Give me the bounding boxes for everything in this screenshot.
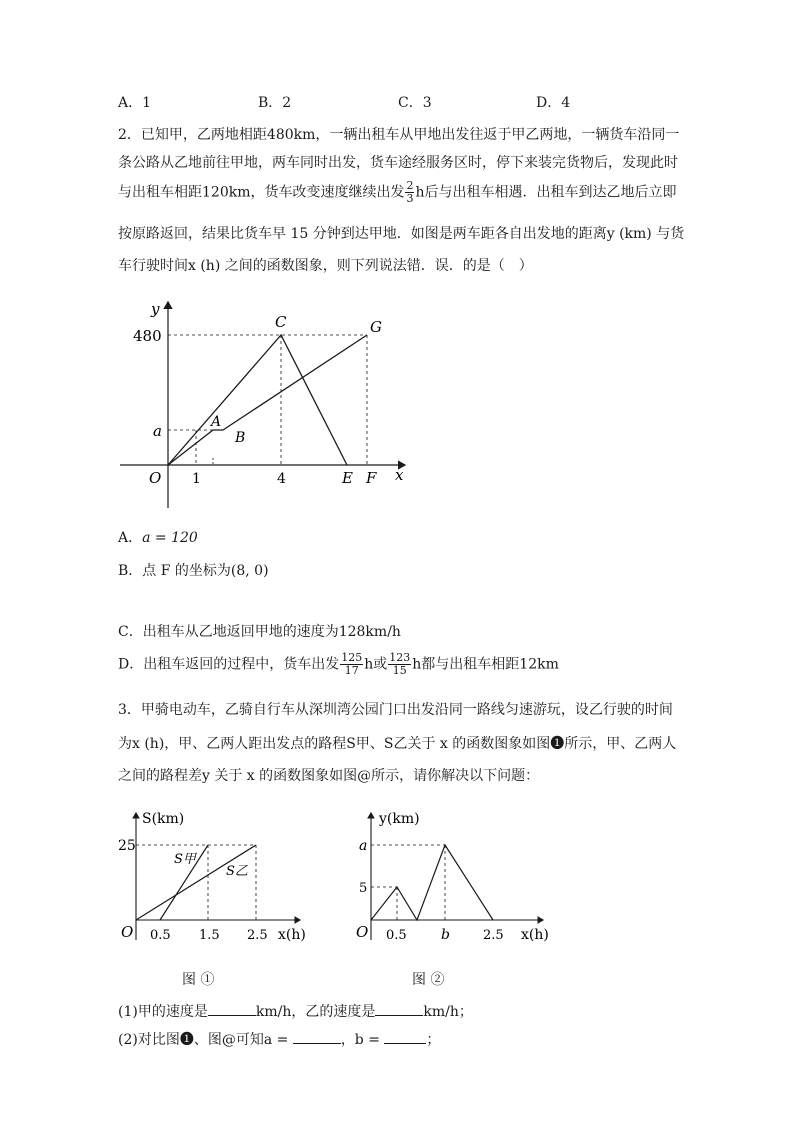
q2-option-a-prefix: A． xyxy=(118,530,143,546)
taxi-line xyxy=(168,335,347,465)
fig2-y-label: y(km) xyxy=(379,811,420,827)
point-e-label: E xyxy=(342,469,353,487)
q3-sub-1 xyxy=(118,1002,473,1022)
q3-figure-1 xyxy=(118,805,306,947)
q2-option-d-pre: D．出租车返回的过程中，货车出发 xyxy=(118,656,340,673)
answer-blank-yi-speed[interactable] xyxy=(375,1003,423,1016)
fig1-s-yi-label: S乙 xyxy=(226,864,248,879)
fraction-125-17: $\frac{125}{17}$ xyxy=(341,651,363,677)
q3-line-1: 3．甲骑电动车，乙骑自行车从深圳湾公园门口出发沿同一路线匀速游玩，设乙行驶的时间 xyxy=(118,702,673,718)
q2-line-3-post: h后与出租车相遇．出租车到达乙地后立即 xyxy=(415,184,677,201)
q2-option-d-post: h都与出租车相距12km xyxy=(412,656,559,673)
fig2-tick-a: a xyxy=(359,838,368,854)
q2-line-3-pre: 与出租车相距120km，货车改变速度继续出发 xyxy=(118,184,405,201)
fig2-tick-x: 0.5 xyxy=(386,928,407,943)
answer-blank-jia-speed[interactable] xyxy=(208,1003,256,1016)
fig1-y-label: S(km) xyxy=(142,811,185,827)
q1-option-c: C．3 xyxy=(398,95,432,111)
point-a-label: A xyxy=(211,414,222,430)
q1-option-b: B．2 xyxy=(258,95,292,111)
q1-option-d: D．4 xyxy=(536,95,571,111)
q3-sub-2-post: ； xyxy=(426,1032,441,1048)
q2-line-1: 2．已知甲，乙两地相距480km，一辆出租车从甲地出发往返于甲乙两地，一辆货车沿同一 xyxy=(118,127,680,143)
fig1-s-jia-label: S甲 xyxy=(174,852,196,867)
q2-line-4: 按原路返回，结果比货车早 15 分钟到达甲地．如图是两车距各自出发地的距离y (km) 与货 xyxy=(118,226,685,242)
tick-4: 4 xyxy=(277,471,286,487)
q3-sub-2-pre: (2)对比图❶、图@可知a = xyxy=(118,1032,289,1048)
q2-function-graph xyxy=(115,290,415,515)
q2-option-d xyxy=(118,652,559,677)
fig1-caption: 图 ① xyxy=(182,972,215,988)
q3-sub-1-post: km/h； xyxy=(423,1004,473,1020)
q3-line-2: 为x (h)，甲、乙两人距出发点的路程S甲、S乙关于 x 的函数图象如图❶所示，甲、乙两人 xyxy=(118,736,677,752)
answer-blank-b[interactable] xyxy=(384,1031,426,1044)
q2-option-b: B．点 F 的坐标为(8, 0) xyxy=(118,563,269,579)
fraction-two-thirds: $\frac{2}{3}$ xyxy=(406,179,414,205)
fig1-tick-x: 0.5 xyxy=(150,928,171,943)
q2-option-a-math: a = 120 xyxy=(142,530,198,546)
q3-sub-2 xyxy=(118,1030,440,1050)
fig1-tick-x: 2.5 xyxy=(247,928,268,943)
point-b-label: B xyxy=(235,430,246,446)
tick-1: 1 xyxy=(192,471,201,487)
q1-option-a: A．1 xyxy=(118,95,152,111)
q3-line-3: 之间的路程差y 关于 x 的函数图象如图@所示，请你解决以下问题： xyxy=(118,768,540,784)
point-g-label: G xyxy=(370,318,382,336)
fig2-x-label: x(h) xyxy=(521,927,549,943)
y-axis-label: y xyxy=(151,300,160,318)
q3-sub-1-pre: (1)甲的速度是 xyxy=(118,1004,208,1020)
fig2-tick-x: b xyxy=(441,927,450,943)
q2-line-3 xyxy=(118,180,677,205)
fig2-caption: 图 ② xyxy=(412,972,445,988)
tick-a: a xyxy=(153,422,162,440)
q2-line-5: 车行驶时间x (h) 之间的函数图象，则下列说法错．误．的是（ ） xyxy=(118,258,533,274)
q2-option-a xyxy=(118,528,198,548)
q2-line-2: 条公路从乙地前往甲地，两车同时出发，货车途经服务区时，停下来装完货物后，发现此时 xyxy=(118,155,678,171)
fraction-123-15: $\frac{123}{15}$ xyxy=(389,651,411,677)
fig1-origin: O xyxy=(121,923,134,941)
q3-figure-2 xyxy=(353,805,548,947)
fig1-tick-x: 1.5 xyxy=(199,928,220,943)
q3-sub-2-mid: ，b = xyxy=(340,1032,380,1048)
fig2-difference-line xyxy=(371,845,493,920)
x-axis-label: x xyxy=(395,466,404,484)
fig1-x-label: x(h) xyxy=(278,927,306,943)
point-c-label: C xyxy=(275,313,287,331)
fig2-origin: O xyxy=(356,923,369,941)
point-f-label: F xyxy=(366,469,377,487)
fig1-line-yi xyxy=(136,845,256,920)
fig1-tick-25: 25 xyxy=(118,838,136,854)
answer-blank-a[interactable] xyxy=(293,1031,341,1044)
origin-label: O xyxy=(149,469,162,487)
q2-option-c: C．出租车从乙地返回甲地的速度为128km/h xyxy=(118,624,401,640)
fig2-tick-x: 2.5 xyxy=(483,928,504,943)
q2-option-d-mid: h或 xyxy=(364,656,388,673)
q3-sub-1-mid: km/h，乙的速度是 xyxy=(255,1004,376,1020)
fig2-tick-5: 5 xyxy=(359,881,368,896)
tick-480: 480 xyxy=(133,327,162,345)
